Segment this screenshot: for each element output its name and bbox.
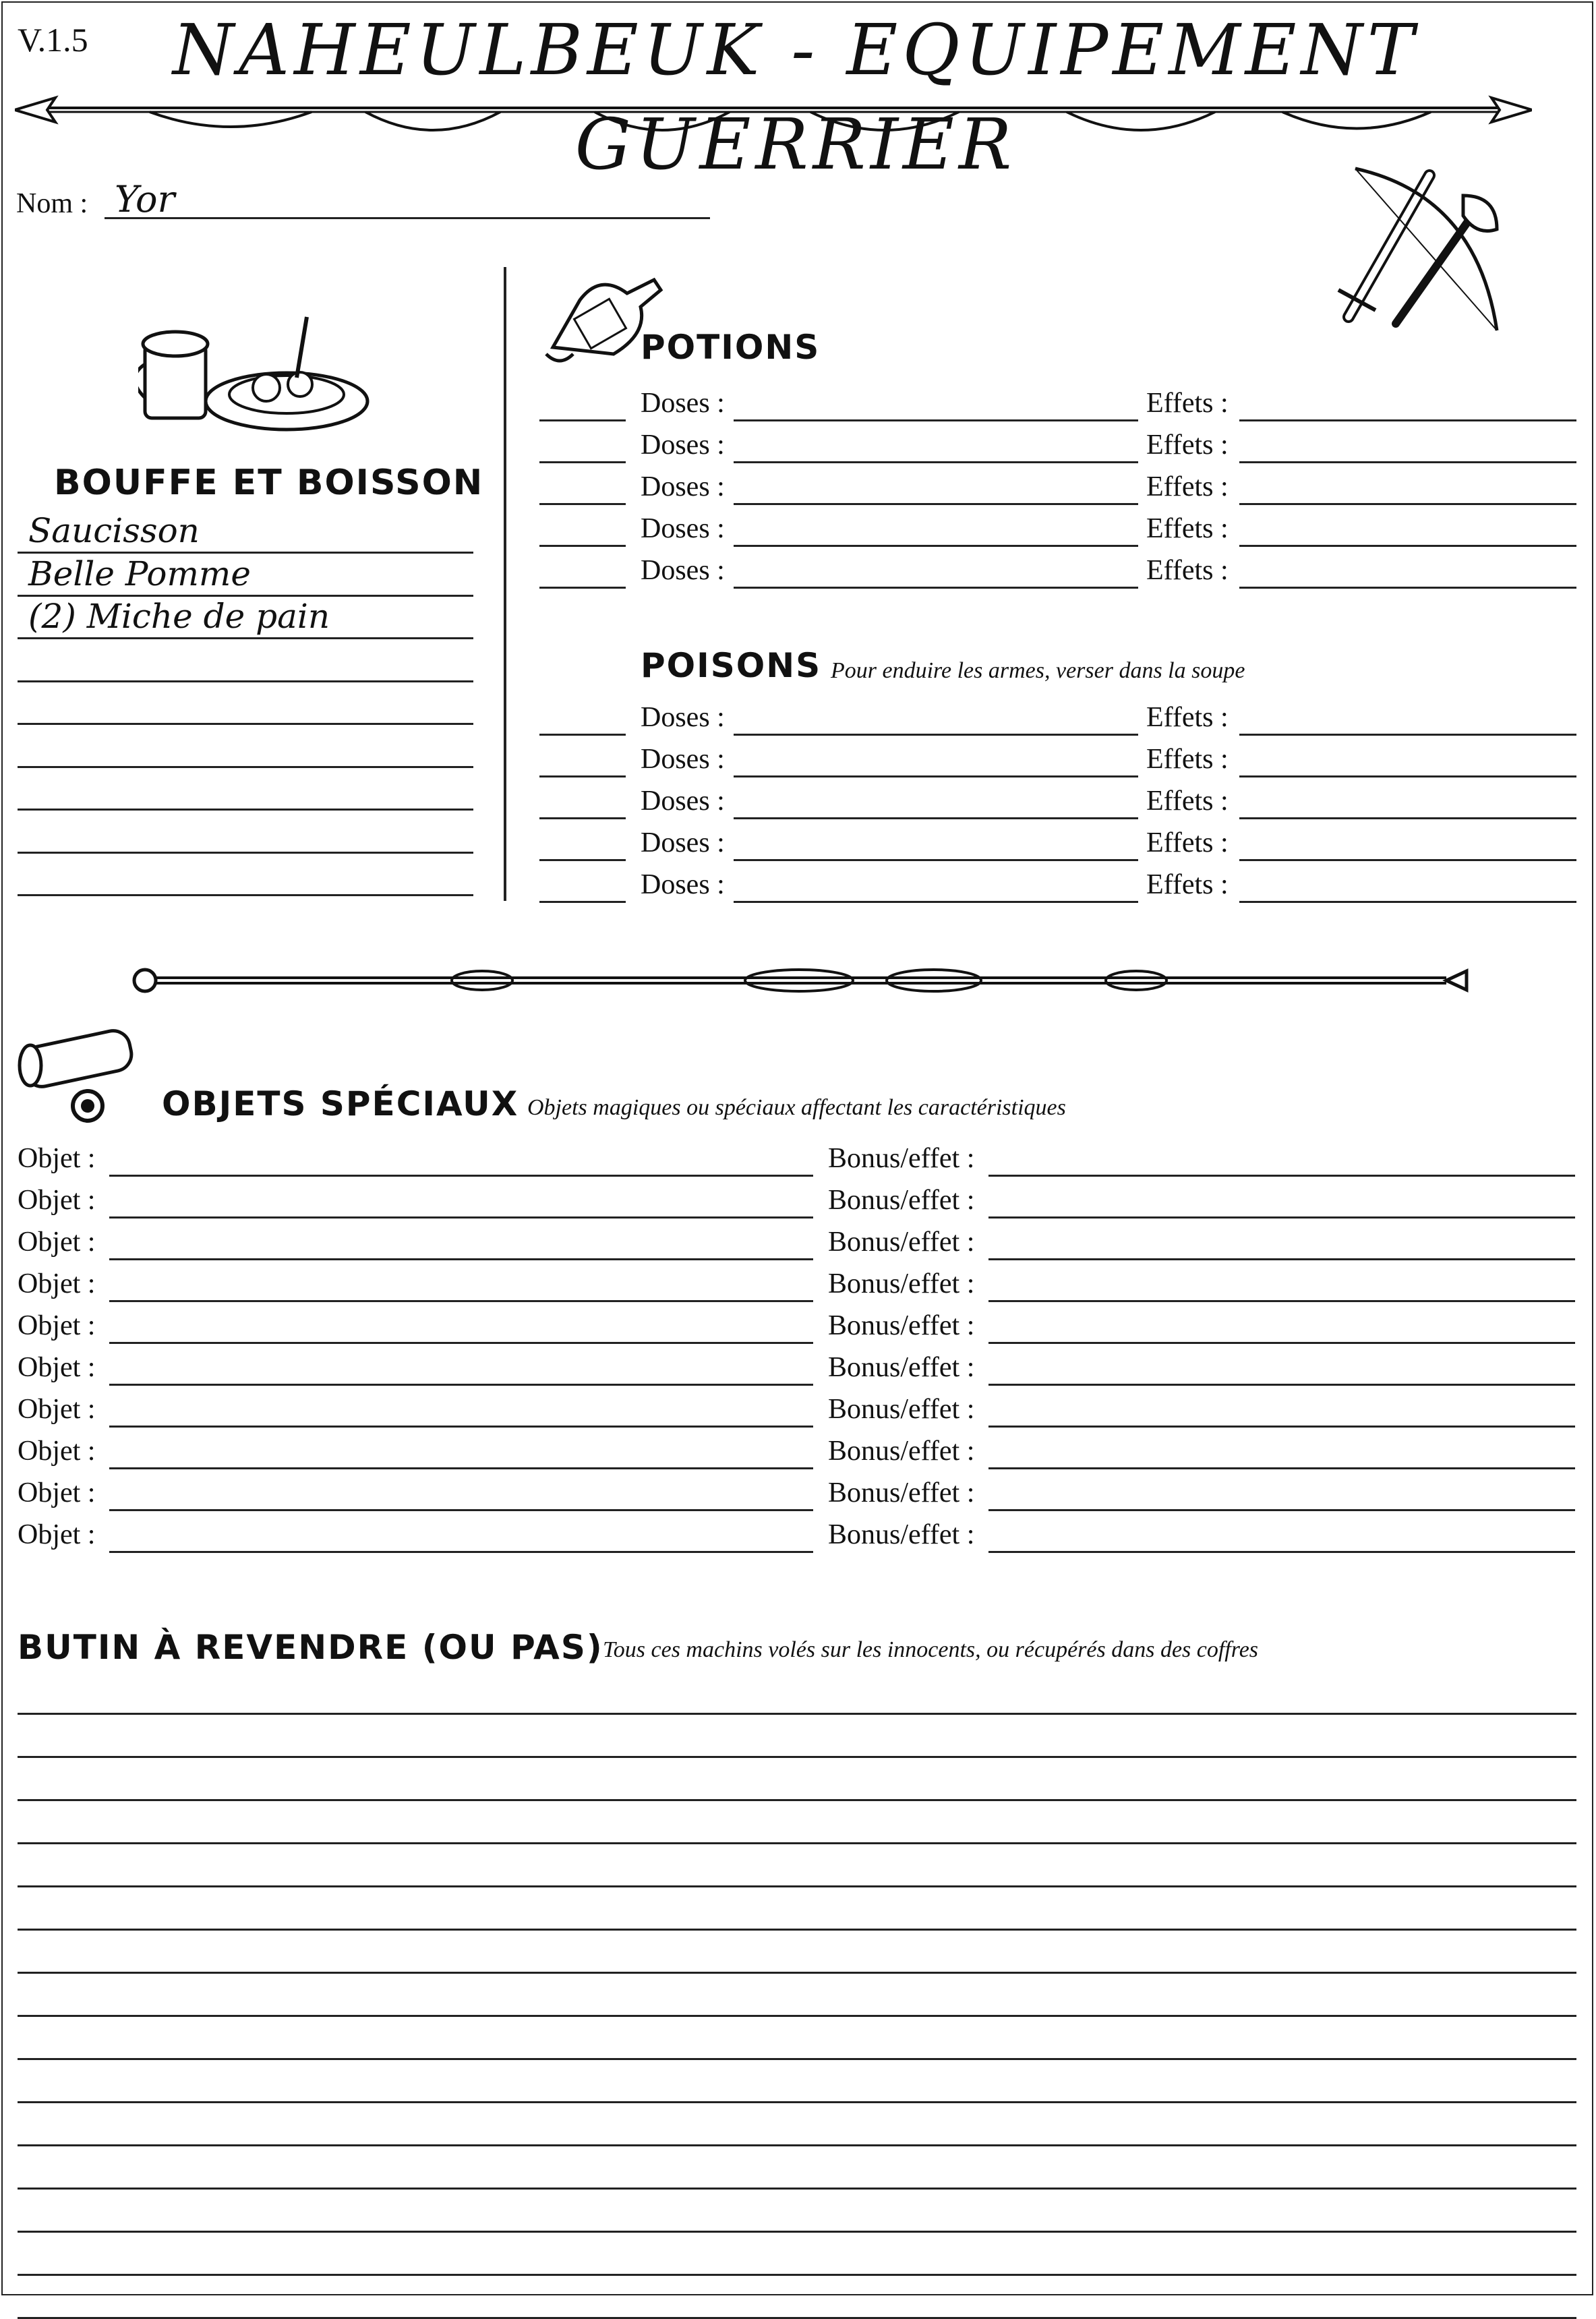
potions-doses-label: Doses : [641,388,725,419]
bonus-field[interactable] [988,1467,1575,1469]
potions-doses-label: Doses : [641,513,725,544]
food-heading: BOUFFE ET BOISSON [54,463,484,503]
page-title: NAHEULBEUK - EQUIPEMENT GUERRIER [173,9,1419,185]
staff-divider-icon [125,958,1473,1005]
objet-label: Objet : [18,1227,96,1258]
bonus-field[interactable] [988,1384,1575,1386]
poisons-qty-line[interactable] [539,859,626,861]
poisons-doses-field[interactable] [734,901,1138,903]
loot-line[interactable] [18,1713,1576,1715]
loot-heading: BUTIN À REVENDRE (OU PAS) [18,1628,603,1667]
potions-qty-line[interactable] [539,545,626,547]
bonus-field[interactable] [988,1216,1575,1219]
potions-qty-line[interactable] [539,461,626,463]
food-line[interactable] [18,637,473,639]
loot-line[interactable] [18,2015,1576,2017]
spear-icon [15,81,1532,148]
poisons-doses-label: Doses : [641,702,725,733]
loot-subtitle: Tous ces machins volés sur les innocents, ou récupérés dans des coffres [603,1637,1259,1662]
potions-effets-label: Effets : [1146,430,1229,461]
objet-label: Objet : [18,1268,96,1299]
poisons-qty-line[interactable] [539,734,626,736]
poisons-qty-line[interactable] [539,817,626,819]
bonus-label: Bonus/effet : [828,1477,975,1508]
food-item[interactable]: (2) Miche de pain [28,597,330,636]
scroll-ring-icon [17,1025,152,1126]
poisons-effets-field[interactable] [1239,901,1576,903]
name-field-line[interactable] [105,217,710,219]
poisons-heading: POISONS [641,646,822,685]
objet-field[interactable] [109,1175,813,1177]
food-line[interactable] [18,852,473,854]
potions-doses-field[interactable] [734,419,1138,421]
potions-effets-field[interactable] [1239,545,1576,547]
objet-field[interactable] [109,1467,813,1469]
potions-effets-label: Effets : [1146,555,1229,586]
poisons-doses-label: Doses : [641,786,725,817]
food-line[interactable] [18,894,473,896]
loot-line[interactable] [18,2274,1576,2276]
loot-line[interactable] [18,2188,1576,2190]
loot-line[interactable] [18,1756,1576,1758]
potions-effets-field[interactable] [1239,587,1576,589]
poisons-effets-label: Effets : [1146,786,1229,817]
loot-line[interactable] [18,1929,1576,1931]
column-divider [504,267,506,901]
loot-line[interactable] [18,2231,1576,2233]
loot-line[interactable] [18,2101,1576,2103]
bonus-label: Bonus/effet : [828,1268,975,1299]
food-line[interactable] [18,723,473,725]
special-heading: OBJETS SPÉCIAUX [162,1084,519,1123]
bonus-field[interactable] [988,1342,1575,1344]
loot-line[interactable] [18,1842,1576,1844]
bonus-field[interactable] [988,1300,1575,1302]
poisons-effets-field[interactable] [1239,734,1576,736]
potions-effets-field[interactable] [1239,419,1576,421]
objet-field[interactable] [109,1509,813,1511]
potions-doses-label: Doses : [641,430,725,461]
potions-qty-line[interactable] [539,419,626,421]
potions-doses-label: Doses : [641,471,725,502]
bonus-label: Bonus/effet : [828,1227,975,1258]
bonus-label: Bonus/effet : [828,1436,975,1467]
potions-effets-field[interactable] [1239,503,1576,505]
bonus-label: Bonus/effet : [828,1352,975,1383]
bonus-label: Bonus/effet : [828,1519,975,1550]
objet-field[interactable] [109,1551,813,1553]
objet-field[interactable] [109,1426,813,1428]
food-plate-icon [138,303,374,438]
poisons-effets-label: Effets : [1146,827,1229,858]
objet-label: Objet : [18,1477,96,1508]
bonus-label: Bonus/effet : [828,1310,975,1341]
bonus-label: Bonus/effet : [828,1143,975,1174]
potions-doses-field[interactable] [734,545,1138,547]
food-item[interactable]: Belle Pomme [28,554,251,593]
objet-label: Objet : [18,1143,96,1174]
potions-heading: POTIONS [641,328,821,367]
poisons-qty-line[interactable] [539,901,626,903]
potions-doses-field[interactable] [734,461,1138,463]
food-line[interactable] [18,809,473,811]
potions-qty-line[interactable] [539,503,626,505]
poisons-doses-label: Doses : [641,869,725,900]
bonus-field[interactable] [988,1426,1575,1428]
version-label: V.1.5 [18,21,88,59]
objet-field[interactable] [109,1300,813,1302]
potions-effets-label: Effets : [1146,388,1229,419]
objet-field[interactable] [109,1258,813,1260]
poisons-doses-field[interactable] [734,817,1138,819]
loot-line[interactable] [18,1885,1576,1887]
special-subtitle: Objets magiques ou spéciaux affectant les caractéristiques [527,1095,1066,1120]
poisons-effets-field[interactable] [1239,775,1576,777]
poisons-effets-field[interactable] [1239,817,1576,819]
poisons-qty-line[interactable] [539,775,626,777]
objet-label: Objet : [18,1436,96,1467]
potions-effets-label: Effets : [1146,471,1229,502]
objet-label: Objet : [18,1519,96,1550]
poisons-doses-label: Doses : [641,827,725,858]
bonus-field[interactable] [988,1509,1575,1511]
objet-field[interactable] [109,1342,813,1344]
food-line[interactable] [18,680,473,682]
poisons-effets-label: Effets : [1146,702,1229,733]
objet-field[interactable] [109,1384,813,1386]
loot-line[interactable] [18,1799,1576,1801]
objet-label: Objet : [18,1185,96,1216]
bonus-label: Bonus/effet : [828,1394,975,1425]
bonus-field[interactable] [988,1175,1575,1177]
bonus-field[interactable] [988,1258,1575,1260]
bonus-field[interactable] [988,1551,1575,1553]
poisons-effets-field[interactable] [1239,859,1576,861]
poisons-effets-label: Effets : [1146,744,1229,775]
potions-effets-label: Effets : [1146,513,1229,544]
potions-doses-label: Doses : [641,555,725,586]
poisons-doses-field[interactable] [734,859,1138,861]
poisons-effets-label: Effets : [1146,869,1229,900]
name-label: Nom : [16,188,88,219]
bonus-label: Bonus/effet : [828,1185,975,1216]
potions-doses-field[interactable] [734,503,1138,505]
potions-effets-field[interactable] [1239,461,1576,463]
poisons-doses-field[interactable] [734,734,1138,736]
objet-label: Objet : [18,1394,96,1425]
food-line[interactable] [18,766,473,768]
potions-qty-line[interactable] [539,587,626,589]
poisons-doses-field[interactable] [734,775,1138,777]
loot-line[interactable] [18,2144,1576,2146]
crossed-weapons-icon [1328,155,1524,344]
poisons-doses-label: Doses : [641,744,725,775]
loot-line[interactable] [18,1972,1576,1974]
name-value[interactable]: Yor [115,178,175,221]
food-item[interactable]: Saucisson [28,511,200,550]
loot-line[interactable] [18,2058,1576,2060]
poisons-subtitle: Pour enduire les armes, verser dans la soupe [831,658,1245,683]
objet-label: Objet : [18,1352,96,1383]
objet-field[interactable] [109,1216,813,1219]
objet-label: Objet : [18,1310,96,1341]
potions-doses-field[interactable] [734,587,1138,589]
